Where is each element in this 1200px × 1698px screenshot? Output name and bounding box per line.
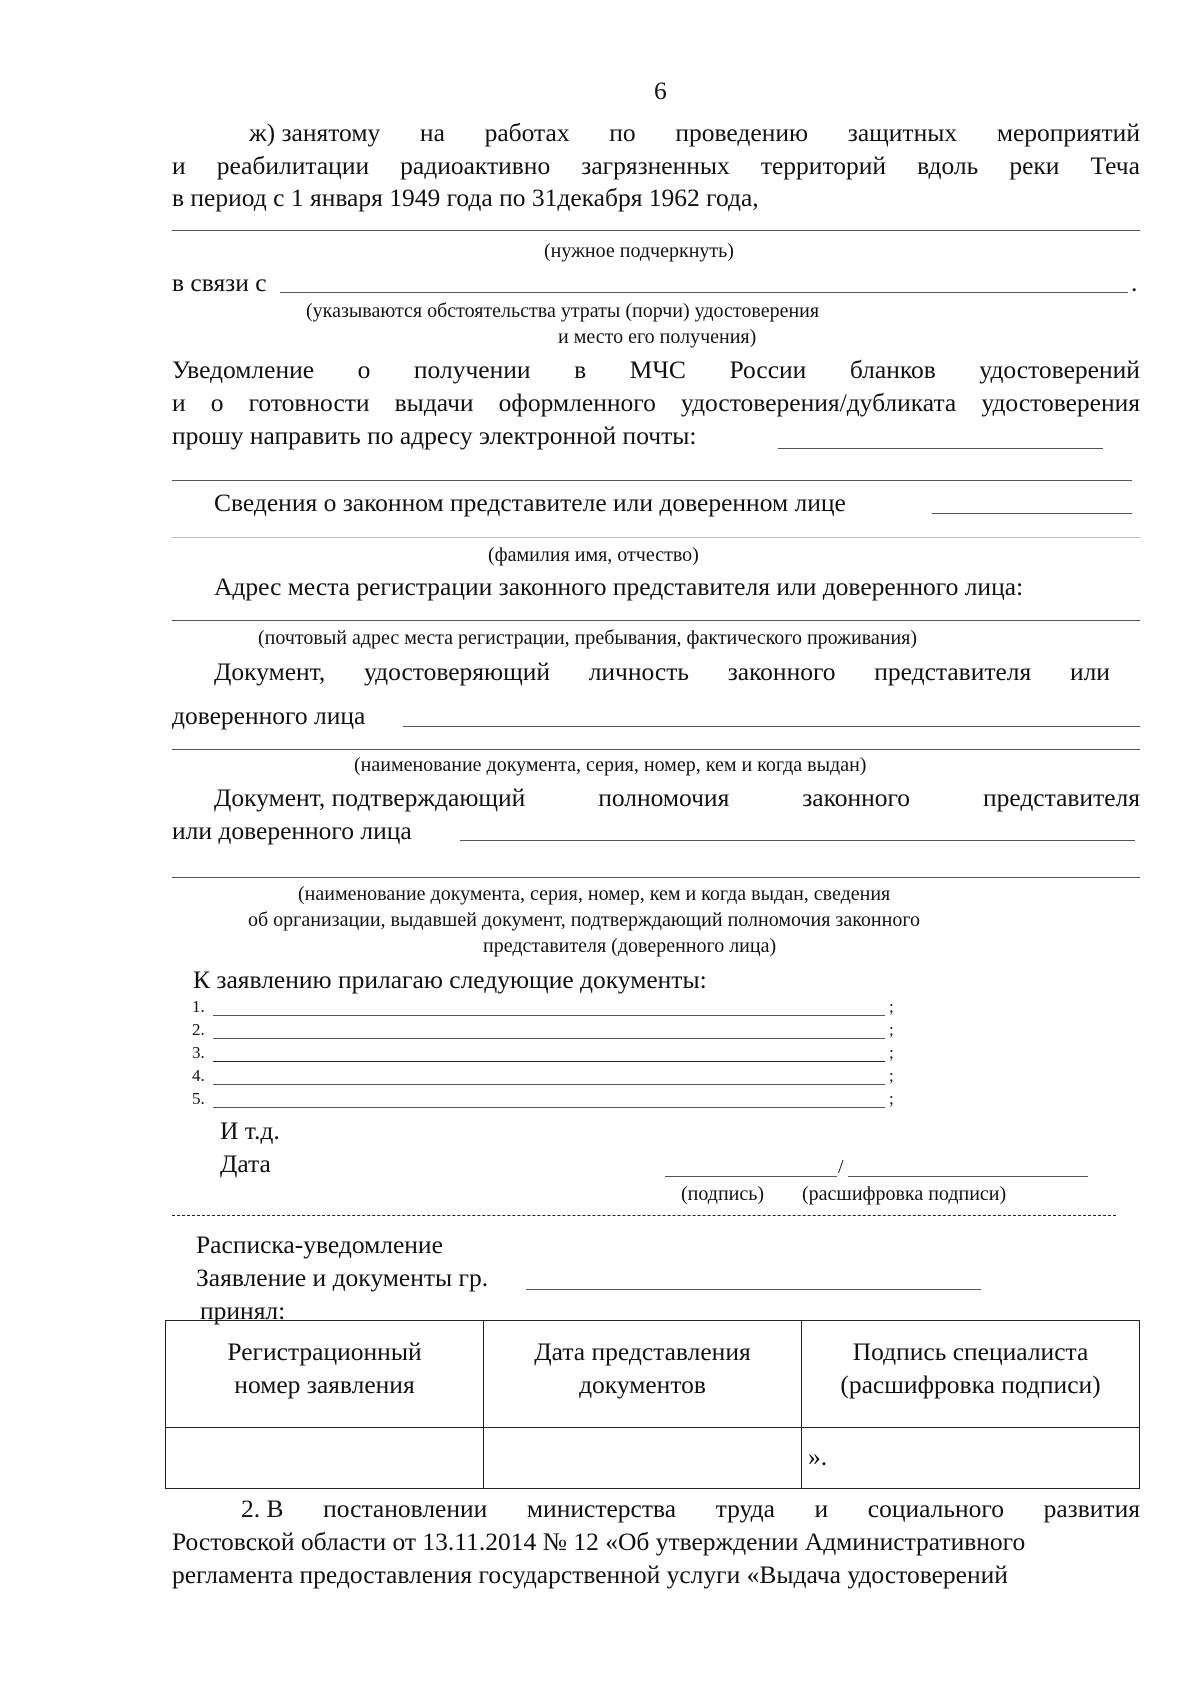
receipt-table xyxy=(165,1320,1140,1489)
paragraph-2-line-3: регламента предоставления государственной услуги «Выдача удостоверений xyxy=(172,1560,1008,1589)
representative-heading: Сведения о законном представителе или доверенном лице xyxy=(214,488,846,517)
intro-line-2: и реабилитации радиоактивно загрязненных территорий вдоль реки Теча xyxy=(172,151,1140,180)
authority-line-2: или доверенного лица xyxy=(172,816,412,845)
table-header-cell: Подпись специалиста (расшифровка подписи) xyxy=(802,1321,1140,1428)
attachment-field[interactable] xyxy=(213,1015,885,1016)
receipt-line-3: принял: xyxy=(200,1296,286,1325)
etc-label: И т.д. xyxy=(220,1116,280,1145)
attachment-field[interactable] xyxy=(213,1084,885,1085)
paragraph-2-line-1: 2. В постановлении министерства труда и социального развития xyxy=(241,1494,1140,1523)
fill-line-category[interactable] xyxy=(172,230,1140,231)
attachment-end: ; xyxy=(889,1066,894,1085)
attachment-end: ; xyxy=(889,1043,894,1062)
table-header-cell: Дата представления документов xyxy=(484,1321,802,1428)
attachment-end: ; xyxy=(889,1020,894,1039)
attachments-heading: К заявлению прилагаю следующие документы: xyxy=(193,965,707,994)
hint-circumstances-1: (указываются обстоятельства утраты (порчи) удостоверения xyxy=(306,300,820,322)
table-row xyxy=(166,1428,1140,1489)
attachment-end: ; xyxy=(889,1089,894,1108)
date-label: Дата xyxy=(220,1149,271,1178)
attachment-number: 5. xyxy=(192,1089,205,1108)
id-doc-line-1: Документ, удостоверяющий личность законного представителя или xyxy=(214,657,1110,686)
attachment-number: 1. xyxy=(192,997,205,1016)
citizen-name-field[interactable] xyxy=(526,1289,981,1290)
authority-doc-field[interactable] xyxy=(460,840,1135,841)
intro-line-3: в период с 1 января 1949 года по 31декабря 1962 года, xyxy=(172,183,759,212)
hint-address: (почтовый адрес места регистрации, пребывания, фактического проживания) xyxy=(258,627,918,649)
address-field[interactable] xyxy=(172,620,1140,621)
hint-authority-1: (наименование документа, серия, номер, кем и когда выдан, сведения xyxy=(298,883,891,905)
notification-line-2: и о готовности выдачи оформленного удостоверения/дубликата удостоверения xyxy=(172,388,1140,417)
notification-line-1: Уведомление о получении в МЧС России бланков удостоверений xyxy=(172,355,1140,384)
address-heading: Адрес места регистрации законного представителя или доверенного лица: xyxy=(214,572,1024,601)
id-doc-line-2: доверенного лица xyxy=(172,701,366,730)
hint-signature-decoding: (расшифровка подписи) xyxy=(802,1183,1007,1205)
authority-line-1: Документ, подтверждающий полномочия законного представителя xyxy=(214,783,1140,812)
paragraph-2-line-2: Ростовской области от 13.11.2014 № 12 «Об утверждении Административного xyxy=(172,1527,1026,1556)
in-connection-label: в связи с xyxy=(172,268,267,297)
attachment-number: 4. xyxy=(192,1066,205,1085)
page-number: 6 xyxy=(654,76,667,105)
attachment-field[interactable] xyxy=(213,1038,885,1039)
receipt-title: Расписка-уведомление xyxy=(196,1230,443,1259)
hint-full-name: (фамилия имя, отчество) xyxy=(488,544,699,566)
signature-separator: / xyxy=(838,1156,844,1178)
attachment-end: ; xyxy=(889,997,894,1016)
attachment-number: 2. xyxy=(192,1020,205,1039)
fill-line-representative[interactable] xyxy=(172,537,1140,538)
fill-line-circumstances[interactable] xyxy=(280,292,1128,293)
hint-signature: (подпись) xyxy=(681,1183,765,1205)
hint-circumstances-2: и место его получения) xyxy=(558,326,757,348)
email-field[interactable] xyxy=(778,448,1103,449)
fill-line-id-doc-2[interactable] xyxy=(172,749,1140,750)
hint-underline: (нужное подчеркнуть) xyxy=(544,240,734,262)
notification-line-3: прошу направить по адресу электронной почты: xyxy=(172,421,697,450)
in-connection-end: . xyxy=(1131,268,1138,297)
attachment-number: 3. xyxy=(192,1043,205,1062)
attachment-field[interactable] xyxy=(213,1107,885,1108)
intro-line-1: ж) занятому на работах по проведению защитных мероприятий xyxy=(249,118,1140,147)
table-header-cell: Регистрационный номер заявления xyxy=(166,1321,484,1428)
hint-id-doc: (наименование документа, серия, номер, кем и когда выдан) xyxy=(354,754,867,776)
representative-name-field[interactable] xyxy=(932,513,1132,514)
receipt-line-2: Заявление и документы гр. xyxy=(196,1263,489,1292)
id-doc-field[interactable] xyxy=(403,726,1140,727)
signature-field[interactable] xyxy=(665,1176,837,1177)
fill-line-authority-2[interactable] xyxy=(172,877,1140,878)
fill-line-email-2[interactable] xyxy=(172,480,1132,481)
attachment-field[interactable] xyxy=(213,1061,885,1062)
hint-authority-3: представителя (доверенного лица) xyxy=(483,935,777,957)
submission-date-cell[interactable] xyxy=(484,1428,802,1489)
specialist-signature-cell[interactable]: ». xyxy=(802,1428,1140,1489)
signature-decoding-field[interactable] xyxy=(848,1176,1088,1177)
hint-authority-2: об организации, выдавшей документ, подтверждающий полномочия законного xyxy=(248,909,921,931)
registration-number-cell[interactable] xyxy=(166,1428,484,1489)
table-header-row xyxy=(166,1321,1140,1428)
cut-line xyxy=(172,1215,1116,1216)
